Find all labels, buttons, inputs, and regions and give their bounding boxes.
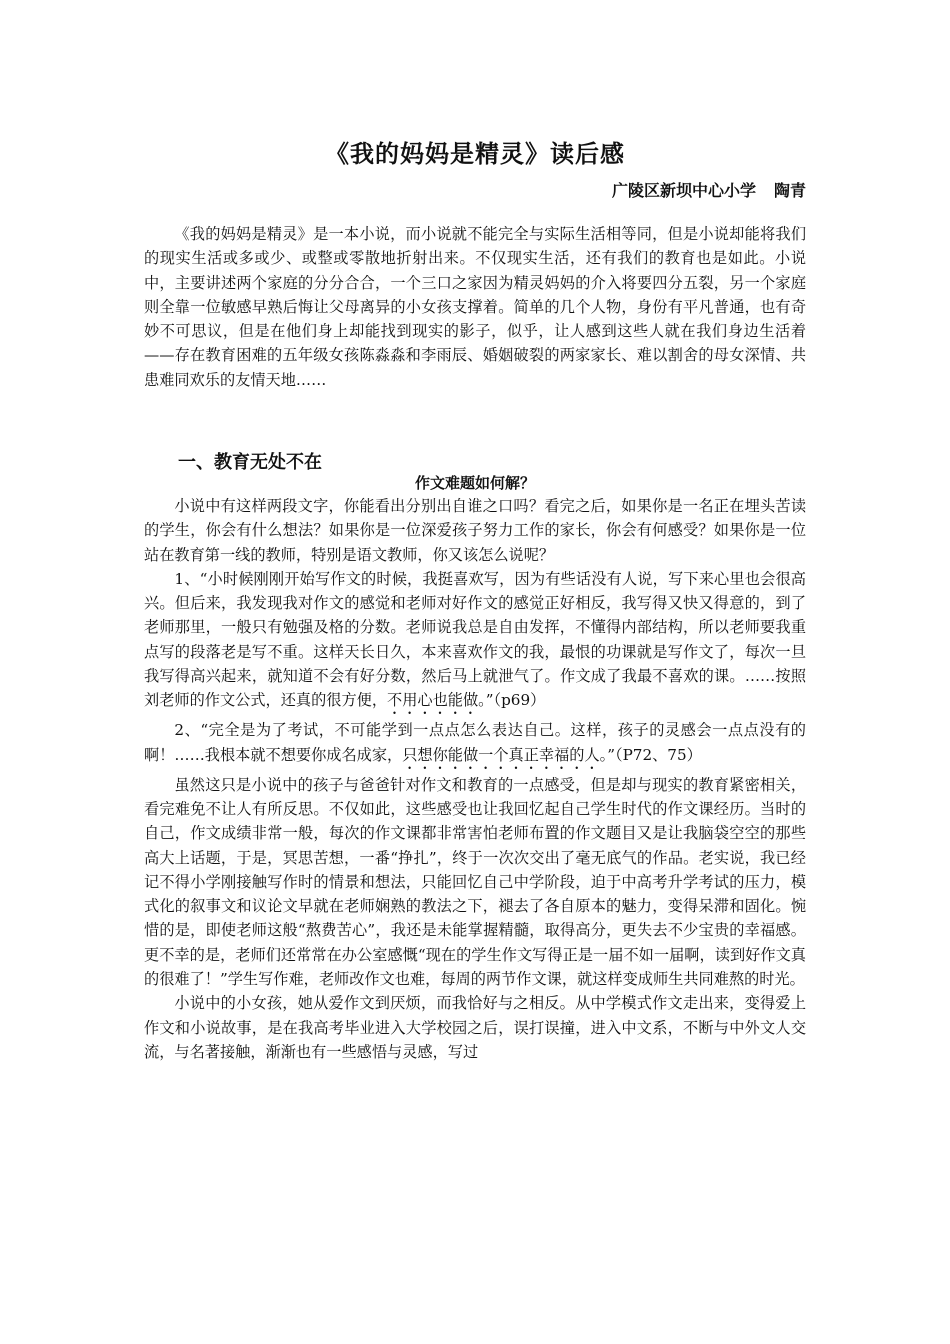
paragraph-1: 小说中有这样两段文字，你能看出分别出自谁之口吗？看完之后，如果你是一名正在埋头苦读的学生，你会有什么想法？如果你是一位深爱孩子努力工作的家长，你会有何感受？如果你是一位站在教育第一线的教师，特别是语文教师，你又该怎么说呢？ (144, 497, 806, 564)
intro-block (144, 222, 806, 392)
quote-2-citation: 。”（P72、75） (599, 745, 702, 764)
author-school: 广陵区新坝中心小学 (611, 181, 756, 200)
quote-2-emphasis: 只想你能做一个真正幸福的人 (402, 745, 600, 764)
quote-2 (144, 718, 806, 772)
section-subheading: 作文难题如何解？ (414, 474, 535, 492)
section-heading: 一、教育无处不在 (178, 452, 322, 473)
quote-1-citation: 。”（p69） (478, 691, 546, 710)
document-title: 《我的妈妈是精灵》读后感 (325, 139, 625, 168)
author-line (612, 178, 806, 201)
paragraph-2: 虽然这只是小说中的孩子与爸爸针对作文和教育的一点感受，但是却与现实的教育紧密相关，看完难免不让人有所反思。不仅如此，这些感受也让我回忆起自己学生时代的作文课经历。当时的自己，作文成绩非常一般，每次的作文课都非常害怕老师布置的作文题目又是让我脑袋空空的那些高大上话题，于是，冥思苦想，一番“挣扎”，终于一次次交出了毫无底气的作品。老实说，我已经记不得小学刚接触写作时的情景和想法，只能回忆自己中学阶段，迫于中高考升学考试的压力，模式化的叙事文和议论文早就在老师娴熟的教法之下，褪去了各自原本的魅力，变得呆滞和固化。惋惜的是，即使老师这般“熬费苦心”，我还是未能掌握精髓，取得高分，更失去不少宝贵的幸福感。更不幸的是，老师们还常常在办公室感慨“现在的学生作文写得正是一届不如一届啊，读到好作文真的很难了！”学生写作难，老师改作文也难，每周的两节作文课，就这样变成师生共同难熬的时光。 (144, 775, 806, 989)
quote-2-text: 2、“完全是为了考试，不可能学到一点点怎么表达自己。这样，孩子的灵感会一点点没有的啊！……我根本就不想要你成名成家， (144, 721, 806, 764)
quote-1-text: 1、“小时候刚刚开始写作文的时候，我挺喜欢写，因为有些话没有人说，写下来心里也会很高兴。但后来，我发现我对作文的感觉和老师对好作文的感觉正好相反，我写得又快又得意的，到了老师那里，一般只有勉强及格的分数。老师说我总是自由发挥，不懂得内部结构，所以老师要我重点写的段落老是写不重。这样天长日久，本来喜欢作文的我，最恨的功课就是写作文了，每次一旦我写得高兴起来，就知道不会有好分数，然后马上就泄气了。作文成了我最不喜欢的课。……按照刘老师的作文公式，还真的很方便， (144, 569, 806, 710)
quote-1 (144, 567, 806, 718)
author-name: 陶青 (773, 181, 806, 200)
paragraph-3: 小说中的小女孩，她从爱作文到厌烦，而我恰好与之相反。从中学模式作文走出来，变得爱上作文和小说故事，是在我高考毕业进入大学校园之后，误打误撞，进入中文系，不断与中外文人交流，与名著接触，渐渐也有一些感悟与灵感，写过 (144, 994, 806, 1061)
quote-1-emphasis: 不用心也能做 (387, 691, 479, 710)
intro-paragraph: 《我的妈妈是精灵》是一本小说，而小说就不能完全与实际生活相等同，但是小说却能将我们的现实生活或多或少、或整或零散地折射出来。不仅现实生活，还有我们的教育也是如此。小说中，主要讲述两个家庭的分分合合，一个三口之家因为精灵妈妈的介入将要四分五裂，另一个家庭则全靠一位敏感早熟后悔让父母离异的小女孩支撑着。简单的几个人物，身份有平凡普通，也有奇妙不可思议，但是在他们身上却能找到现实的影子，似乎，让人感到这些人就在我们身边生活着——存在教育困难的五年级女孩陈淼淼和李雨辰、婚姻破裂的两家家长、难以割舍的母女深情、共患难同欢乐的友情天地…… (144, 225, 806, 389)
section-body (144, 494, 806, 1064)
